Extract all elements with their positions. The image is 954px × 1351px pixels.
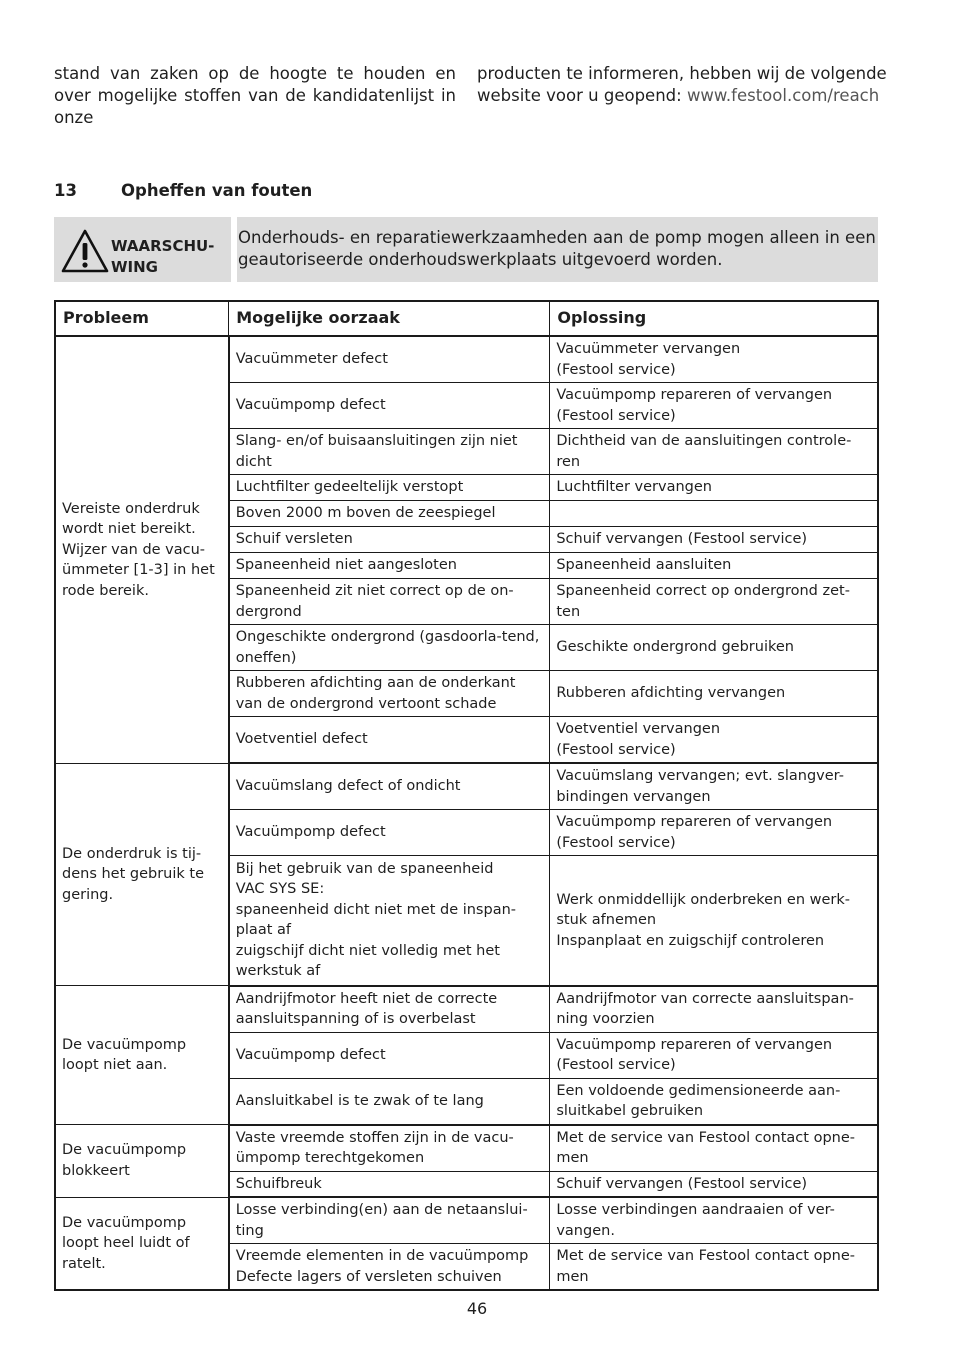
cause-cell: Losse verbinding(en) aan de netaanslui-ting — [229, 1197, 550, 1244]
cause-cell: Vreemde elementen in de vacuümpomp Defecte lagers of versleten schuiven — [229, 1244, 550, 1291]
cause-cell: Bij het gebruik van de spaneenheid VAC SYS SE: spaneenheid dicht niet met de inspan-plaat af zuigschijf dicht niet volledig met het werkstuk af — [229, 856, 550, 986]
warning-label-line1: WAARSCHU- — [111, 237, 215, 255]
cause-cell: Spaneenheid niet aangesloten — [229, 553, 550, 579]
page-number: 46 — [466, 1299, 488, 1318]
cause-cell: Schuif versleten — [229, 527, 550, 553]
cause-cell: Vacuümpomp defect — [229, 383, 550, 429]
problem-cell: De vacuümpomp blokkeert — [55, 1125, 229, 1198]
table-row — [55, 1125, 878, 1172]
table-row — [55, 763, 878, 810]
cause-cell: Luchtfilter gedeeltelijk verstopt — [229, 475, 550, 501]
cause-cell: Vacuümpomp defect — [229, 1032, 550, 1078]
problem-cell: De vacuümpomp loopt niet aan. — [55, 986, 229, 1125]
solution-cell: Dichtheid van de aansluitingen controle-ren — [550, 429, 878, 475]
cause-cell: Vacuümpomp defect — [229, 810, 550, 856]
troubleshooting-table — [54, 300, 879, 1291]
header-probleem: Probleem — [55, 301, 229, 336]
solution-cell: Rubberen afdichting vervangen — [550, 671, 878, 717]
solution-cell: Voetventiel vervangen (Festool service) — [550, 717, 878, 764]
section-heading — [54, 181, 312, 200]
cause-cell: Aandrijfmotor heeft niet de correcte aansluitspanning of is overbelast — [229, 986, 550, 1033]
warning-message: Onderhouds- en reparatiewerkzaamheden aan de pomp mogen alleen in een geautoriseerde onderhoudswerkplaats uitgevoerd worden. — [238, 228, 876, 269]
header-oplossing: Oplossing — [550, 301, 878, 336]
solution-cell: Luchtfilter vervangen — [550, 475, 878, 501]
solution-cell: Een voldoende gedimensioneerde aan-sluitkabel gebruiken — [550, 1078, 878, 1125]
solution-cell: Schuif vervangen (Festool service) — [550, 527, 878, 553]
table-row — [55, 1197, 878, 1244]
warning-label — [111, 236, 214, 278]
reach-website-link[interactable]: www.festool.com/reach — [686, 86, 880, 105]
table-header-row — [55, 301, 878, 336]
section-title: Opheffen van fouten — [121, 181, 313, 200]
intro-right-sentence: producten te informeren, hebben wij de volgende website voor u geopend: — [477, 64, 887, 105]
cause-cell: Rubberen afdichting aan de onderkant van de ondergrond vertoont schade — [229, 671, 550, 717]
solution-cell: Vacuümpomp repareren of vervangen (Festool service) — [550, 1032, 878, 1078]
cause-cell: Slang- en/of buisaansluitingen zijn niet dicht — [229, 429, 550, 475]
intro-right-text — [477, 63, 897, 107]
header-mogelijke-oorzaak: Mogelijke oorzaak — [229, 301, 550, 336]
warning-box — [54, 217, 878, 282]
warning-label-box — [54, 217, 231, 282]
section-number: 13 — [54, 181, 77, 200]
problem-cell: De vacuümpomp loopt heel luidt of ratelt. — [55, 1197, 229, 1290]
solution-cell: Vacuümslang vervangen; evt. slangver-bindingen vervangen — [550, 763, 878, 810]
warning-divider — [231, 217, 237, 282]
solution-cell: Vacuümpomp repareren of vervangen (Festool service) — [550, 383, 878, 429]
solution-cell — [550, 501, 878, 527]
solution-cell: Met de service van Festool contact opne-men — [550, 1244, 878, 1291]
problem-cell: De onderdruk is tij-dens het gebruik te gering. — [55, 763, 229, 986]
cause-cell: Aansluitkabel is te zwak of te lang — [229, 1078, 550, 1125]
solution-cell: Vacuümpomp repareren of vervangen (Festool service) — [550, 810, 878, 856]
solution-cell: Losse verbindingen aandraaien of ver-vangen. — [550, 1197, 878, 1244]
problem-cell: Vereiste onderdruk wordt niet bereikt. Wijzer van de vacu-ümmeter [1-3] in het rode bereik. — [55, 336, 229, 763]
solution-cell: Aandrijfmotor van correcte aansluitspan-ning voorzien — [550, 986, 878, 1033]
solution-cell: Met de service van Festool contact opne-men — [550, 1125, 878, 1172]
table-body — [55, 336, 878, 1290]
solution-cell: Spaneenheid aansluiten — [550, 553, 878, 579]
cause-cell: Schuifbreuk — [229, 1171, 550, 1197]
solution-cell: Schuif vervangen (Festool service) — [550, 1171, 878, 1197]
table-row — [55, 986, 878, 1033]
solution-cell: Vacuümmeter vervangen (Festool service) — [550, 336, 878, 383]
solution-cell: Werk onmiddellijk onderbreken en werk-stuk afnemen Inspanplaat en zuigschijf controleren — [550, 856, 878, 986]
cause-cell: Vaste vreemde stoffen zijn in de vacu-ümpomp terechtgekomen — [229, 1125, 550, 1172]
cause-cell: Boven 2000 m boven de zeespiegel — [229, 501, 550, 527]
solution-cell: Spaneenheid correct op ondergrond zet-ten — [550, 579, 878, 625]
cause-cell: Voetventiel defect — [229, 717, 550, 764]
warning-label-line2: WING — [111, 258, 158, 276]
cause-cell: Spaneenheid zit niet correct op de on-dergrond — [229, 579, 550, 625]
intro-left-text: stand van zaken op de hoogte te houden en over mogelijke stoffen van de kandidatenlijst in onze — [54, 64, 456, 127]
cause-cell: Ongeschikte ondergrond (gasdoorla-tend, oneffen) — [229, 625, 550, 671]
solution-cell: Geschikte ondergrond gebruiken — [550, 625, 878, 671]
cause-cell: Vacuümmeter defect — [229, 336, 550, 383]
cause-cell: Vacuümslang defect of ondicht — [229, 763, 550, 810]
warning-triangle-icon — [61, 228, 109, 274]
table-row — [55, 336, 878, 383]
